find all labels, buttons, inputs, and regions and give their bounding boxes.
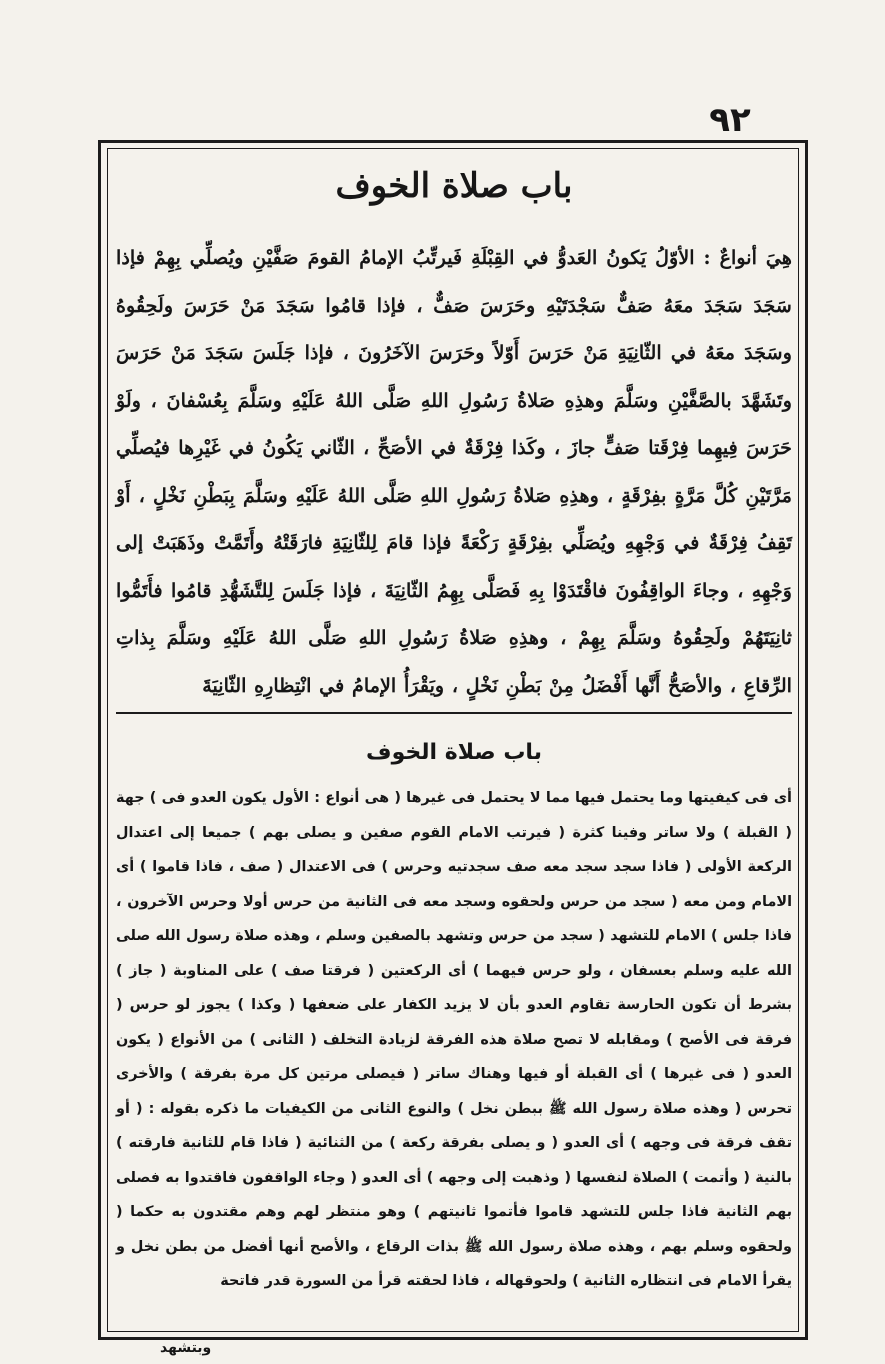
sharh-section xyxy=(116,730,792,1299)
matn-chapter-title: باب صلاة الخوف xyxy=(335,166,573,206)
sharh-text: أى فى كيفيتها وما يحتمل فيها مما لا يحتمل فى غيرها ( هى أنواع : الأول يكون العدو فى ) جهة ( القبلة ) ولا ساتر وفينا كثرة ( فيرتب الامام القوم صفين و يصلى بهم ) جميعا إلى اعتدال الركعة الأولى ( فاذا سجد سجد معه صف سجدتيه وحرس ) فى الاعتدال ( صف ، فاذا قاموا ) أى الامام ومن معه ( سجد من حرس ولحقوه وسجد معه فى الثانية من حرس أولا وحرس الآخرون ، فاذا جلس ) الامام للتشهد ( سجد من حرس وتشهد بالصفين وسلم ، وهذه صلاة رسول الله صلى الله عليه وسلم بعسفان ، ولو حرس فيهما ) أى الركعتين ( فرقتا صف ) على المناوبة ( جاز ) بشرط أن تكون الحارسة تقاوم العدو بأن لا يزيد الكفار على ضعفها ( وكذا ) يجوز لو حرس ( فرقة فى الأصح ) ومقابله لا تصح صلاة هذه الفرقة لزيادة التخلف ( الثانى ) من الأنواع ( يكون العدو ( فى غيرها ) أى القبلة أو فيها وهناك ساتر ( فيصلى مرتين كل مرة بفرقة ) والأخرى تحرس ( وهذه صلاة رسول الله ﷺ ببطن نخل ) والنوع الثانى من الكيفيات ما ذكره بقوله : ( أو تقف فرقة فى وجهه ) أى العدو ( و يصلى بفرقة ركعة ) من الثنائية ( فاذا قام للثانية فارقته ) بالنية ( وأتمت ) الصلاة لنفسها ( وذهبت إلى وجهه ) أى العدو ( وجاء الواقفون فاقتدوا به فصلى بهم الثانية فاذا جلس للتشهد قاموا فأتموا ثانيتهم ) وهو منتظر لهم وهم مقتدون به حكما ( ولحقوه وسلم بهم ، وهذه صلاة رسول الله ﷺ بذات الرقاع ، والأصح أنها أفضل من بطن نخل و يقرأ الامام فى انتظاره الثانية ) ولحوقهاله ، فاذا لحقته قرأ من السورة قدر فاتحة xyxy=(116,790,792,1289)
catchword: وبتشهد xyxy=(160,1340,212,1356)
section-divider xyxy=(116,712,792,714)
matn-text: هِيَ أنواعٌ : الأوّلُ يَكونُ العَدوُّ في القِبْلَةِ فَيرتِّبُ الإمامُ القومَ صَفَّيْنِ ويُصلِّي بِهِمْ فإذا سَجَدَ سَجَدَ معَهُ صَفٌّ سَجْدَتَيْهِ وحَرَسَ صَفٌّ ، فإذا قامُوا سَجَدَ مَنْ حَرَسَ ولَحِقُوهُ وسَجَدَ معَهُ في الثّانِيَةِ مَنْ حَرَسَ أَوّلاً وحَرَسَ الآخَرُونَ ، فإذا جَلَسَ سَجَدَ مَنْ حَرَسَ وتَشَهَّدَ بالصَّفَّيْنِ وسَلَّمَ وهذِهِ صَلاةُ رَسُولِ اللهِ صَلَّى اللهُ عَلَيْهِ وسَلَّمَ بِعُسْفانَ ، ولَوْ حَرَسَ فِيهِما فِرْقَتا صَفٍّ جازَ ، وكَذا فِرْقَةٌ في الأصَحِّ ، الثّاني يَكُونُ في غَيْرِها فيُصلِّي مَرَّتَيْنِ كُلَّ مَرَّةٍ بفِرْقَةٍ ، وهذِهِ صَلاةُ رَسُولِ اللهِ صَلَّى اللهُ عَلَيْهِ وسَلَّمَ بِبَطْنِ نَخْلٍ ، أَوْ تَقِفُ فِرْقَةٌ في وَجْهِهِ ويُصَلِّي بفِرْقَةٍ رَكْعَةً فإذا قامَ لِلثّانِيَةِ فارَقَتْهُ وأَتَمَّتْ وذَهَبَتْ إلى وَجْهِهِ ، وجاءَ الواقِفُونَ فاقْتَدَوْا بِهِ فَصَلَّى بِهِمُ الثّانِيَةَ ، فإذا جَلَسَ لِلتَّشَهُّدِ قامُوا فأَتَمُّوا ثانِيَتَهُمْ ولَحِقُوهُ وسَلَّمَ بِهِمْ ، وهذِهِ صَلاةُ رَسُولِ اللهِ صَلَّى اللهُ عَلَيْهِ وسَلَّمَ بِذاتِ الرِّقاعِ ، والأصَحُّ أَنَّها أَفْضَلُ مِنْ بَطْنِ نَخْلٍ ، ويَقْرَأُ الإمامُ في انْتِظارِهِ الثّانِيَةَ xyxy=(116,246,792,697)
sharh-chapter-title: باب صلاة الخوف xyxy=(366,740,542,765)
page-number: ٩٢ xyxy=(709,100,751,140)
matn-section xyxy=(116,158,792,709)
